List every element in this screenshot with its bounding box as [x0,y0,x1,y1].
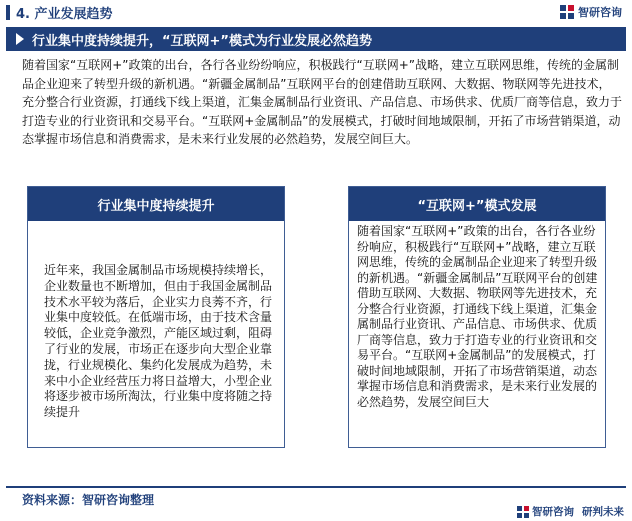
card-body: 随着国家“互联网+”政策的出台，各行各业纷纷响应，积极践行“互联网+”战略，建立互联网思维，传统的金属制品企业迎来了转型升级的新机遇。“新疆金属制品”互联网平台的创建借助互联网、大数据、物联网等先进技术，充分整合行业资源，打通线下线上渠道，汇集金属制品行业资讯、产品信息、市场供求、优质厂商等信息，致力于打造专业的行业资讯和交易平台。“互联网+金属制品”的发展模式，打破时间地域限制，开拓了市场营销渠道，动态掌握市场信息和消费需求，是未来行业发展的必然趋势，发展空间巨大 [357,224,598,409]
card-industry-concentration [27,186,285,448]
card-title: “互联网+”模式发展 [349,187,605,221]
card-title: 行业集中度持续提升 [28,187,284,221]
footer-brand-slogan: 研判未来 [582,506,624,518]
footer-divider [6,486,626,488]
section-heading-bar [6,5,10,20]
banner-title: 行业集中度持续提升，“互联网+”模式为行业发展必然趋势 [32,33,372,49]
title-banner [6,27,626,51]
card-internet-plus [348,186,606,448]
section-heading [6,3,113,22]
intro-paragraph: 随着国家“互联网+”政策的出台，各行各业纷纷响应，积极践行“互联网+”战略，建立互联网思维，传统的金属制品企业迎来了转型升级的新机遇。“新疆金属制品”互联网平台的创建借助互联网、大数据、物联网等先进技术，充分整合行业资源，打通线下线上渠道，汇集金属制品行业资讯、产品信息、市场供求、优质厂商等信息，致力于打造专业的行业资讯和交易平台。“互联网+金属制品”的发展模式，打破时间地域限制，开拓了市场营销渠道，动态掌握市场信息和消费需求，是未来行业发展的必然趋势，发展空间巨大。 [22,58,623,147]
top-header [0,0,632,24]
footer-brand-name: 智研咨询 [532,506,574,518]
card-body: 近年来，我国金属制品市场规模持续增长，企业数量也不断增加，但由于我国金属制品技术水平较为落后，企业实力良莠不齐，行业集中度较低。在低端市场，由于技术含量较低，企业竞争激烈，产能区域过剩，阻碍了行业的发展，市场正在逐步向大型企业靠拢，行业规模化、集约化发展成为趋势，未来中小企业经营压力将日益增大，小型企业将逐步被市场所淘汰，行业集中度将随之持续提升 [44,263,273,420]
section-title: 4. 产业发展趋势 [16,7,113,22]
banner-arrow-icon [16,33,24,45]
brand-logo [560,4,622,20]
source-note: 资料来源：智研咨询整理 [22,493,155,507]
footer-logo-icon [517,506,529,518]
brand-name: 智研咨询 [578,6,622,19]
brand-logo-icon [560,5,574,19]
footer-brand [517,504,624,519]
